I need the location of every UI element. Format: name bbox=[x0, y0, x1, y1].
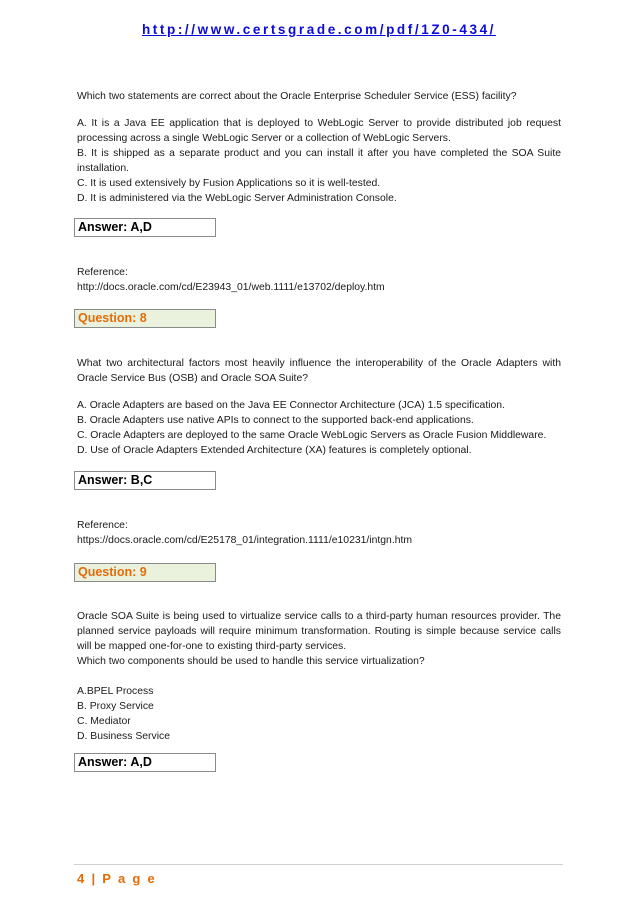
question-text: Which two statements are correct about the Oracle Enterprise Scheduler Service (ESS) facility? bbox=[77, 91, 517, 102]
question-block-7 bbox=[77, 89, 561, 206]
reference-label: Reference: bbox=[77, 267, 128, 278]
answer-box: Answer: A,D bbox=[74, 753, 216, 772]
reference-url[interactable]: https://docs.oracle.com/cd/E25178_01/integration.1111/e10231/intgn.htm bbox=[77, 535, 413, 546]
question-text: Oracle SOA Suite is being used to virtualize service calls to a third-party human resources provider. The planned service payloads will require minimum transformation. Routing is simple because service calls will be mapped one-for-one to existing third-party services. bbox=[77, 611, 561, 652]
reference-url[interactable]: http://docs.oracle.com/cd/E23943_01/web.1111/e13702/deploy.htm bbox=[77, 282, 385, 293]
reference-block bbox=[77, 518, 561, 548]
reference-block bbox=[77, 265, 561, 295]
question-block-9 bbox=[77, 609, 561, 744]
option-c: C. It is used extensively by Fusion Applications so it is well-tested. bbox=[77, 178, 381, 189]
option-b: B. It is shipped as a separate product and you can install it after you have completed the SOA Suite installation. bbox=[77, 148, 561, 174]
page-number: 4 | P a g e bbox=[77, 871, 157, 886]
option-b: B. Oracle Adapters use native APIs to connect to the supported back-end applications. bbox=[77, 415, 474, 426]
question-text-2: Which two components should be used to handle this service virtualization? bbox=[77, 656, 425, 667]
option-a: A. Oracle Adapters are based on the Java EE Connector Architecture (JCA) 1.5 specification. bbox=[77, 400, 505, 411]
footer-divider bbox=[74, 864, 563, 865]
question-text: What two architectural factors most heavily influence the interoperability of the Oracle Adapters with Oracle Service Bus (OSB) and Oracle SOA Suite? bbox=[77, 358, 561, 384]
option-d: D. It is administered via the WebLogic Server Administration Console. bbox=[77, 193, 397, 204]
question-block-8 bbox=[77, 356, 561, 458]
option-a: A. It is a Java EE application that is deployed to WebLogic Server to provide distributed job request processing across a single WebLogic Server or a collection of WebLogic Servers. bbox=[77, 118, 561, 144]
question-heading: Question: 8 bbox=[74, 309, 216, 328]
answer-box: Answer: B,C bbox=[74, 471, 216, 490]
option-a: A.BPEL Process bbox=[77, 686, 154, 697]
reference-label: Reference: bbox=[77, 520, 128, 531]
option-c: C. Mediator bbox=[77, 716, 131, 727]
option-d: D. Use of Oracle Adapters Extended Architecture (XA) features is completely optional. bbox=[77, 445, 472, 456]
option-b: B. Proxy Service bbox=[77, 701, 154, 712]
header-url-link[interactable]: http://www.certsgrade.com/pdf/1Z0-434/ bbox=[141, 22, 497, 37]
answer-box: Answer: A,D bbox=[74, 218, 216, 237]
option-c: C. Oracle Adapters are deployed to the same Oracle WebLogic Servers as Oracle Fusion Middleware. bbox=[77, 430, 547, 441]
option-d: D. Business Service bbox=[77, 731, 170, 742]
question-heading: Question: 9 bbox=[74, 563, 216, 582]
